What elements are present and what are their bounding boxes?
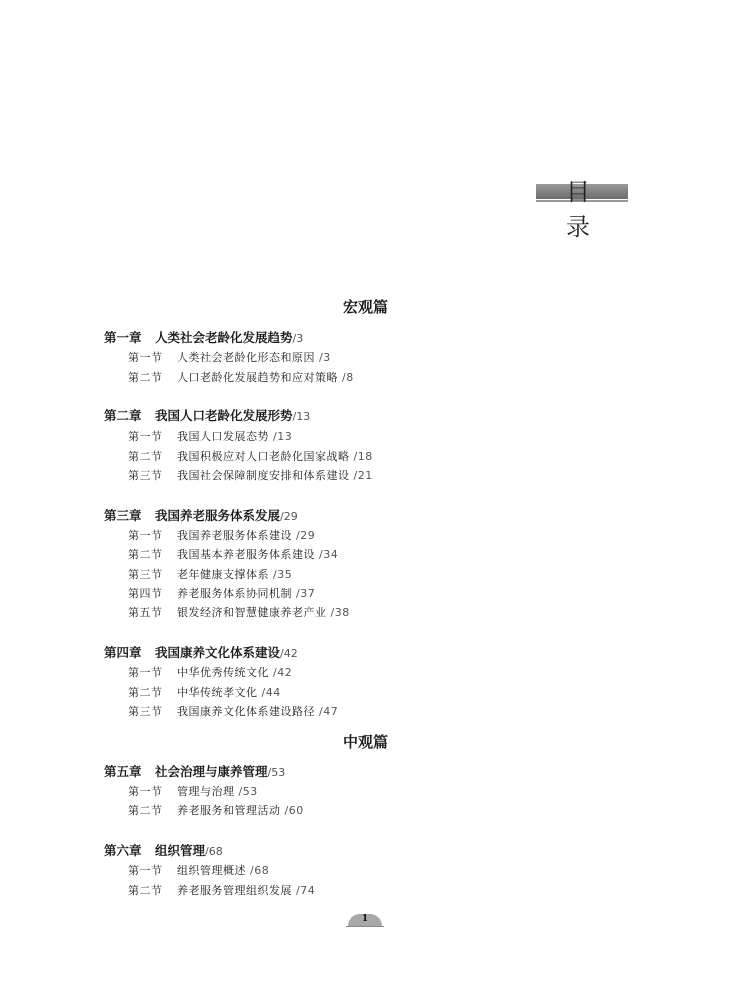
section-number: 第三节 [128, 568, 163, 581]
section-number: 第一节 [128, 666, 163, 679]
section-title: 中华传统孝文化 [177, 686, 258, 699]
chapter-page: /3 [292, 332, 304, 345]
chapter-number: 第三章 [104, 508, 142, 523]
section-title: 我国康养文化体系建设路径 [177, 705, 315, 718]
chapter-title: 组织管理 [155, 843, 206, 858]
section-page: /21 [353, 469, 373, 482]
chapter-entry[interactable] [104, 643, 298, 661]
section-title: 银发经济和智慧健康养老产业 [177, 606, 327, 619]
part-heading: 中观篇 [342, 733, 388, 751]
chapter-title: 社会治理与康养管理 [155, 764, 268, 779]
section-entry[interactable] [128, 783, 258, 799]
section-title: 我国养老服务体系建设 [177, 529, 292, 542]
section-page: /60 [284, 804, 304, 817]
section-number: 第一节 [128, 864, 163, 877]
section-number: 第二节 [128, 686, 163, 699]
section-page: /35 [273, 568, 293, 581]
section-title: 养老服务管理组织发展 [177, 884, 292, 897]
section-number: 第二节 [128, 371, 163, 384]
section-entry[interactable] [128, 448, 373, 464]
section-title: 组织管理概述 [177, 864, 246, 877]
section-number: 第三节 [128, 469, 163, 482]
section-page: /34 [319, 548, 339, 561]
section-entry[interactable] [128, 802, 304, 818]
section-title: 老年健康支撑体系 [177, 568, 269, 581]
chapter-entry[interactable] [104, 841, 223, 859]
section-number: 第一节 [128, 430, 163, 443]
section-page: /8 [342, 371, 354, 384]
section-entry[interactable] [128, 467, 373, 483]
section-page: /53 [238, 785, 258, 798]
chapter-page: /42 [280, 647, 298, 660]
section-title: 养老服务体系协同机制 [177, 587, 292, 600]
chapter-entry[interactable] [104, 406, 310, 424]
chapter-number: 第一章 [104, 330, 142, 345]
page-footer [348, 912, 382, 926]
section-number: 第一节 [128, 785, 163, 798]
section-title: 我国人口发展态势 [177, 430, 269, 443]
chapter-page: /29 [280, 510, 298, 523]
section-number: 第二节 [128, 884, 163, 897]
section-page: /38 [330, 606, 350, 619]
footer-rule [346, 926, 384, 927]
section-entry[interactable] [128, 604, 350, 620]
section-page: /68 [250, 864, 270, 877]
toc-title-text: 目 录 [566, 178, 616, 241]
section-title: 人类社会老龄化形态和原因 [177, 351, 315, 364]
section-number: 第一节 [128, 529, 163, 542]
section-entry[interactable] [128, 703, 338, 719]
section-number: 第五节 [128, 606, 163, 619]
chapter-number: 第五章 [104, 764, 142, 779]
section-page: /44 [261, 686, 281, 699]
page-number: 1 [361, 914, 369, 924]
section-entry[interactable] [128, 664, 292, 680]
toc-title [536, 176, 628, 241]
section-entry[interactable] [128, 527, 315, 543]
section-title: 管理与治理 [177, 785, 235, 798]
chapter-page: /68 [205, 845, 223, 858]
section-number: 第三节 [128, 705, 163, 718]
chapter-page: /53 [267, 766, 286, 779]
section-title: 我国社会保障制度安排和体系建设 [177, 469, 350, 482]
chapter-title: 我国康养文化体系建设 [155, 645, 281, 660]
section-number: 第四节 [128, 587, 163, 600]
section-page: /13 [273, 430, 293, 443]
section-entry[interactable] [128, 566, 292, 582]
section-title: 中华优秀传统文化 [177, 666, 269, 679]
section-entry[interactable] [128, 369, 354, 385]
section-entry[interactable] [128, 428, 292, 444]
chapter-entry[interactable] [104, 506, 298, 524]
section-number: 第二节 [128, 804, 163, 817]
section-page: /3 [319, 351, 331, 364]
section-page: /37 [296, 587, 316, 600]
chapter-page: /13 [292, 410, 311, 423]
section-entry[interactable] [128, 684, 281, 700]
section-page: /74 [296, 884, 316, 897]
section-title: 我国积极应对人口老龄化国家战略 [177, 450, 350, 463]
chapter-entry[interactable] [104, 328, 303, 346]
part-heading: 宏观篇 [342, 298, 388, 316]
section-title: 人口老龄化发展趋势和应对策略 [177, 371, 338, 384]
section-entry[interactable] [128, 882, 315, 898]
section-page: /47 [319, 705, 339, 718]
chapter-number: 第六章 [104, 843, 142, 858]
section-page: /18 [353, 450, 373, 463]
section-entry[interactable] [128, 546, 338, 562]
section-number: 第一节 [128, 351, 163, 364]
section-number: 第二节 [128, 450, 163, 463]
section-entry[interactable] [128, 862, 269, 878]
chapter-entry[interactable] [104, 762, 285, 780]
chapter-title: 我国人口老龄化发展形势 [155, 408, 293, 423]
section-entry[interactable] [128, 585, 315, 601]
section-page: /29 [296, 529, 316, 542]
chapter-title: 人类社会老龄化发展趋势 [155, 330, 293, 345]
section-entry[interactable] [128, 349, 331, 365]
chapter-number: 第二章 [104, 408, 142, 423]
section-title: 我国基本养老服务体系建设 [177, 548, 315, 561]
section-title: 养老服务和管理活动 [177, 804, 281, 817]
section-number: 第二节 [128, 548, 163, 561]
chapter-title: 我国养老服务体系发展 [155, 508, 281, 523]
section-page: /42 [273, 666, 293, 679]
chapter-number: 第四章 [104, 645, 142, 660]
